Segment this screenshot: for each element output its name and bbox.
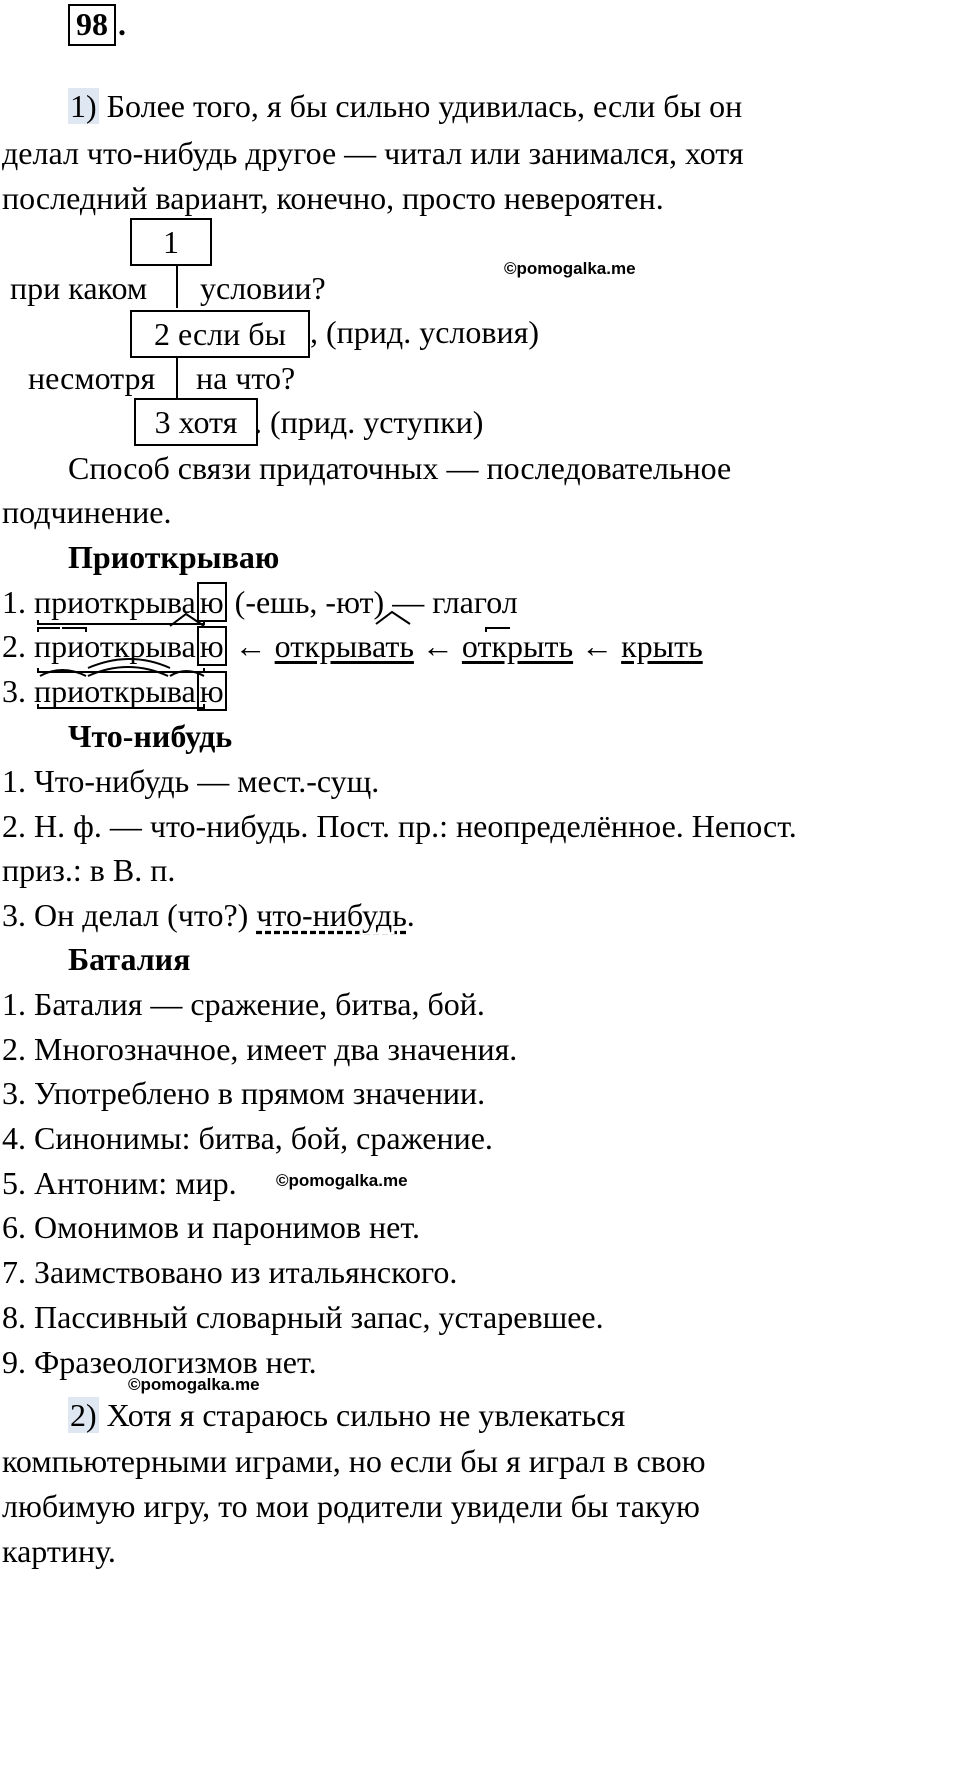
word1-arrow-2: ←	[413, 628, 462, 664]
part2-line-1-text: Хотя я стараюсь сильно не увлекаться	[98, 1397, 626, 1433]
word2-line-3-prefix: 3. Он делал (что?)	[2, 897, 257, 933]
word1-row-1-num: 1.	[2, 584, 26, 620]
word1-row-2-num: 2.	[2, 628, 26, 664]
word2-title: Что-нибудь	[68, 718, 233, 754]
word1-row-1-ending: ю	[197, 582, 227, 622]
word1-row-1-rest: (-ешь, -ют) — глагол	[226, 584, 518, 620]
scheme-box-2-note: , (прид. условия)	[310, 314, 539, 350]
word1-row-2-ending: ю	[197, 626, 227, 666]
scheme-question-1-right: условии?	[200, 270, 326, 306]
scheme-question-2-right: на что?	[196, 360, 296, 396]
word2-line-2: 2. Н. ф. — что-нибудь. Пост. пр.: неопределённое. Непост.	[2, 808, 797, 844]
word3-item-2: 2. Многозначное, имеет два значения.	[2, 1031, 518, 1067]
word3-item-8: 8. Пассивный словарный запас, устаревшее.	[2, 1299, 604, 1335]
word1-row-2-stem: приоткрыва	[34, 628, 196, 664]
scheme-box-1-label: 1	[163, 224, 179, 260]
part1-marker: 1)	[70, 88, 97, 124]
watermark-2: ©pomogalka.me	[276, 1171, 408, 1190]
scheme-question-1-left: при каком	[10, 270, 148, 306]
word3-item-4: 4. Синонимы: битва, бой, сражение.	[2, 1120, 493, 1156]
scheme-box-3-note: . (прид. уступки)	[254, 404, 484, 440]
morpheme-marks	[0, 0, 960, 760]
task-number-dot: .	[118, 6, 126, 42]
row2-prefix-mark-2	[62, 628, 86, 632]
part1-line-3: последний вариант, конечно, просто невероятен.	[2, 180, 664, 216]
part2-line-3: любимую игру, то мои родители увидели бы такую	[2, 1488, 700, 1524]
word1-arrow-1: ←	[226, 628, 275, 664]
word2-line-2b: приз.: в В. п.	[2, 852, 176, 888]
word1-title: Приоткрываю	[68, 539, 280, 575]
deriv1-suffix-caret	[376, 612, 410, 624]
scheme-box-2-label: 2 если бы	[153, 316, 287, 352]
connection-line-2: подчинение.	[2, 494, 172, 530]
row3-stem-mark	[38, 704, 204, 708]
word1-row-1-stem: приоткрыва	[34, 584, 196, 620]
word1-row-3-stem: приоткрыва	[34, 673, 196, 709]
word1-derivation-2: открыть	[461, 628, 574, 664]
part2-line-2: компьютерными играми, но если бы я играл в свою	[2, 1443, 706, 1479]
word1-derivation-1: открывать	[274, 628, 414, 664]
word2-line-1: 1. Что-нибудь — мест.-сущ.	[2, 763, 380, 799]
word3-item-1: 1. Баталия — сражение, битва, бой.	[2, 986, 485, 1022]
word3-item-7: 7. Заимствовано из итальянского.	[2, 1254, 458, 1290]
deriv2-prefix-mark	[486, 628, 510, 632]
word1-row-3-num: 3.	[2, 673, 26, 709]
scheme-box-3-label: 3 хотя	[154, 404, 238, 440]
word1-derivation-3: крыть	[621, 628, 703, 664]
row1-stem-mark	[38, 620, 204, 624]
word1-arrow-3: ←	[573, 628, 622, 664]
part2-line-1	[68, 1399, 625, 1431]
word3-item-3: 3. Употреблено в прямом значении.	[2, 1075, 486, 1111]
row2-prefix-mark-1	[38, 628, 60, 632]
watermark-3: ©pomogalka.me	[128, 1375, 260, 1394]
part1-line-1-text: Более того, я бы сильно удивилась, если бы он	[98, 88, 743, 124]
word2-line-3	[2, 899, 415, 931]
word2-line-3-word: что-нибудь	[256, 897, 407, 933]
word2-line-3-end: .	[406, 897, 415, 933]
watermark-1: ©pomogalka.me	[504, 259, 636, 278]
word3-item-9: 9. Фразеологизмов нет.	[2, 1344, 317, 1380]
word1-row-3-ending: ю	[197, 671, 227, 711]
word3-item-6: 6. Омонимов и паронимов нет.	[2, 1209, 420, 1245]
word3-item-5: 5. Антоним: мир.	[2, 1165, 237, 1201]
task-number-text: 98	[76, 6, 108, 42]
scheme-question-2-left: несмотря	[28, 360, 156, 396]
word3-title: Баталия	[68, 941, 191, 977]
part2-line-4: картину.	[2, 1533, 116, 1569]
part1-line-2: делал что-нибудь другое — читал или занимался, хотя	[2, 135, 744, 171]
part2-marker: 2)	[70, 1397, 97, 1433]
connection-line-1: Способ связи придаточных — последовательное	[68, 450, 732, 486]
